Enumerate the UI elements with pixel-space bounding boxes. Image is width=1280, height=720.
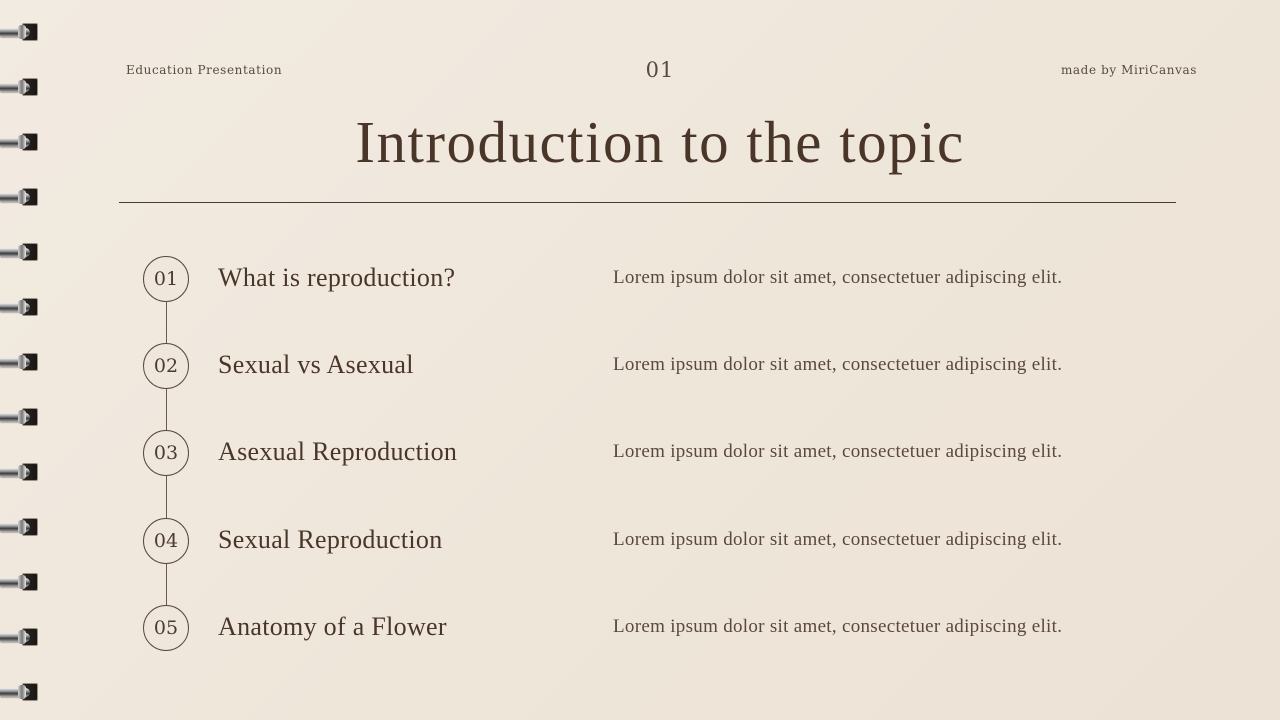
spiral-ring bbox=[0, 21, 40, 43]
header-right-text: made by MiriCanvas bbox=[1060, 63, 1197, 77]
item-label: Sexual vs Asexual bbox=[218, 350, 414, 379]
item-description: Lorem ipsum dolor sit amet, consectetuer adipiscing elit. bbox=[613, 267, 1063, 288]
list-item bbox=[0, 605, 1280, 653]
list-item bbox=[0, 430, 1280, 478]
spiral-ring bbox=[0, 571, 40, 593]
header-left-text: Education Presentation bbox=[126, 63, 283, 77]
page-number: 01 bbox=[645, 58, 675, 82]
item-label: Sexual Reproduction bbox=[218, 525, 443, 554]
item-description: Lorem ipsum dolor sit amet, consectetuer adipiscing elit. bbox=[613, 616, 1063, 637]
item-number-circle: 03 bbox=[143, 430, 189, 476]
item-number-circle: 04 bbox=[143, 518, 189, 564]
item-number-circle: 01 bbox=[143, 256, 189, 302]
item-label: What is reproduction? bbox=[218, 263, 456, 292]
list-item bbox=[0, 343, 1280, 391]
spiral-ring bbox=[0, 406, 40, 428]
slide-title: Introduction to the topic bbox=[355, 109, 965, 175]
item-number-circle: 02 bbox=[143, 343, 189, 389]
item-description: Lorem ipsum dolor sit amet, consectetuer adipiscing elit. bbox=[613, 354, 1063, 375]
item-label: Asexual Reproduction bbox=[218, 437, 458, 466]
spiral-ring bbox=[0, 681, 40, 703]
item-description: Lorem ipsum dolor sit amet, consectetuer adipiscing elit. bbox=[613, 529, 1063, 550]
title-divider bbox=[119, 202, 1176, 203]
list-item bbox=[0, 518, 1280, 566]
item-number-circle: 05 bbox=[143, 605, 189, 651]
item-label: Anatomy of a Flower bbox=[218, 612, 447, 641]
list-item bbox=[0, 256, 1280, 304]
spiral-ring bbox=[0, 186, 40, 208]
item-description: Lorem ipsum dolor sit amet, consectetuer adipiscing elit. bbox=[613, 441, 1063, 462]
